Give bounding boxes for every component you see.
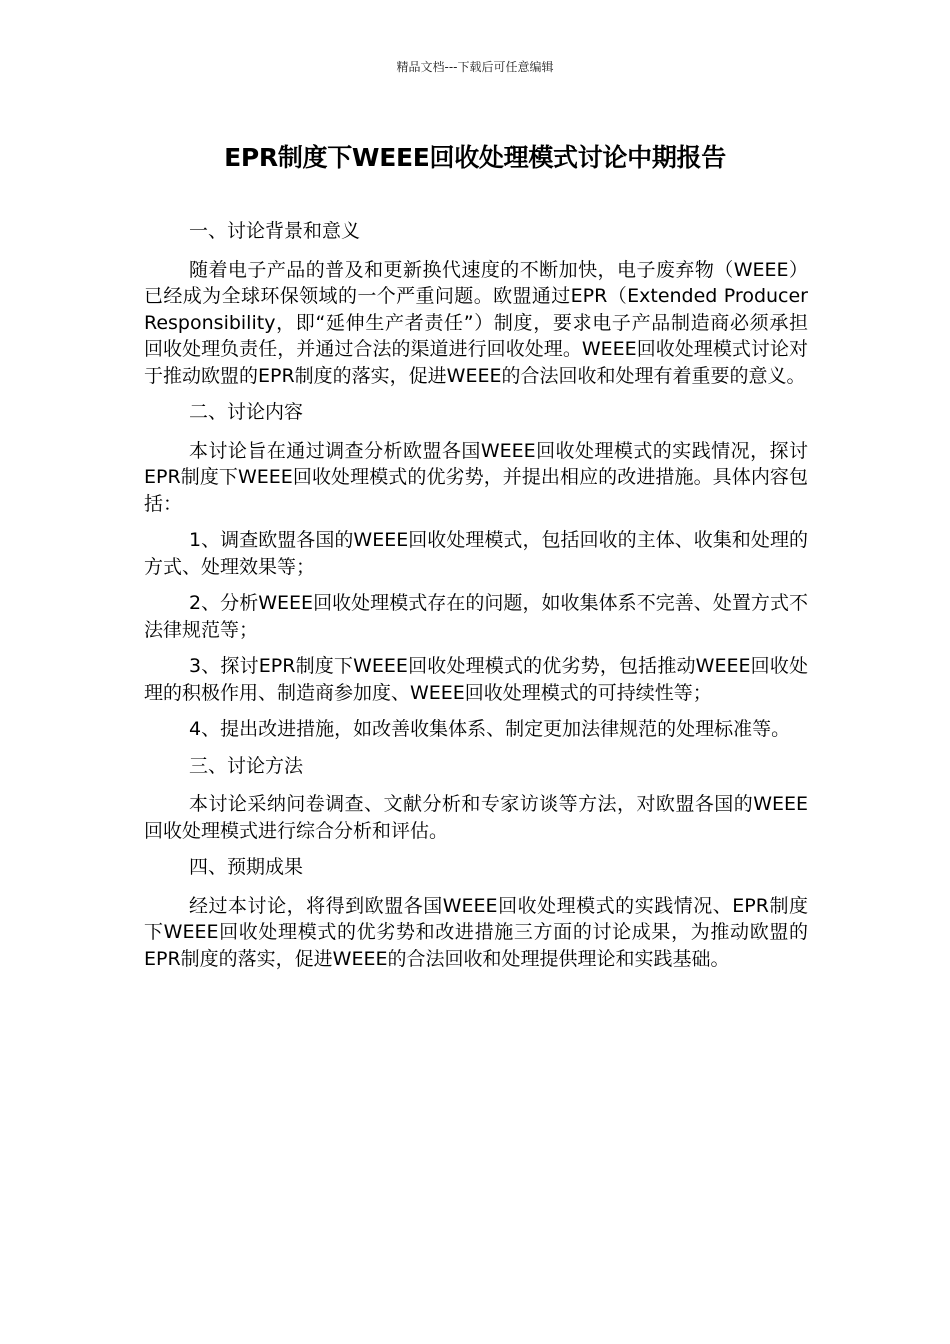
paragraph-content-intro: 本讨论旨在通过调查分析欧盟各国WEEE回收处理模式的实践情况，探讨EPR制度下WEEE回收处理模式的优劣势，并提出相应的改进措施。具体内容包括： — [144, 439, 808, 515]
document-body — [144, 218, 808, 982]
paragraph-background: 随着电子产品的普及和更新换代速度的不断加快，电子废弃物（WEEE）已经成为全球环保领域的一个严重问题。欧盟通过EPR（Extended Producer Responsibility，即“延伸生产者责任”）制度，要求电子产品制造商必须承担回收处理负责任，并通过合法的渠道进行回收处理。WEEE回收处理模式讨论对于推动欧盟的EPR制度的落实，促进WEEE的合法回收和处理有着重要的意义。 — [144, 258, 808, 387]
section-heading-outcomes: 四、预期成果 — [189, 856, 304, 878]
list-item-content-2: 2、分析WEEE回收处理模式存在的问题，如收集体系不完善、处置方式不法律规范等； — [144, 592, 808, 641]
list-item-content-3: 3、探讨EPR制度下WEEE回收处理模式的优劣势，包括推动WEEE回收处理的积极作用、制造商参加度、WEEE回收处理模式的可持续性等； — [144, 655, 808, 704]
list-item-content-1: 1、调查欧盟各国的WEEE回收处理模式，包括回收的主体、收集和处理的方式、处理效果等； — [144, 529, 808, 578]
paragraph-outcomes: 经过本讨论，将得到欧盟各国WEEE回收处理模式的实践情况、EPR制度下WEEE回收处理模式的优劣势和改进措施三方面的讨论成果，为推动欧盟的EPR制度的落实，促进WEEE的合法回收和处理提供理论和实践基础。 — [144, 894, 808, 970]
paragraph-method: 本讨论采纳问卷调查、文献分析和专家访谈等方法，对欧盟各国的WEEE回收处理模式进行综合分析和评估。 — [144, 793, 808, 842]
document-title: EPR制度下WEEE回收处理模式讨论中期报告 — [224, 143, 726, 172]
list-item-content-4: 4、提出改进措施，如改善收集体系、制定更加法律规范的处理标准等。 — [189, 718, 791, 740]
section-heading-background: 一、讨论背景和意义 — [189, 220, 361, 242]
page-header-note: 精品文档---下载后可任意编辑 — [396, 60, 554, 74]
section-heading-content: 二、讨论内容 — [189, 401, 304, 423]
section-heading-method: 三、讨论方法 — [189, 754, 304, 777]
